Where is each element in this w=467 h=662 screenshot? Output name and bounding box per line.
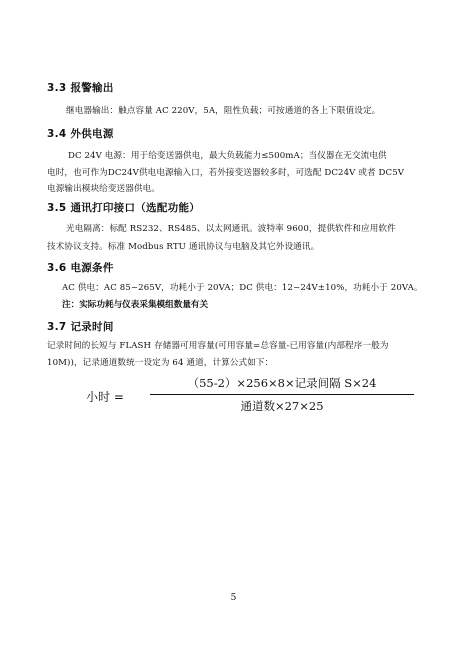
section-heading-3-3: 3.3 报警输出	[47, 82, 114, 94]
power-note: 注：实际功耗与仪表采集模组数量有关	[62, 300, 209, 310]
section-heading-3-4: 3.4 外供电源	[47, 128, 114, 140]
paragraph-line: 电源输出模块给变送器供电。	[47, 184, 161, 194]
paragraph-line: DC 24V 电源：用于给变送器供电，最大负载能力≤500mA；当仪器在无交流电供	[68, 151, 387, 161]
formula-numerator: （55-2）×256×8×记录间隔 S×24	[187, 376, 377, 390]
paragraph-line: 记录时间的长短与 FLASH 存储器可用容量(可用容量=总容量-已用容量(内部程序一般为	[47, 341, 389, 351]
paragraph-line: 光电隔离：标配 RS232、RS485、以太网通讯。波特率 9600，提供软件和应用软件	[66, 224, 396, 234]
section-heading-3-5: 3.5 通讯打印接口（选配功能）	[47, 202, 201, 214]
page-number: 5	[230, 593, 237, 603]
paragraph-line: 电时，也可作为DC24V供电电源输入口，若外接变送器较多时，可选配 DC24V 或者 DC5V	[47, 168, 405, 178]
paragraph-line: 技术协议支持。标准 Modbus RTU 通讯协议与电脑及其它外设通讯。	[47, 242, 320, 252]
fraction-bar	[150, 394, 414, 395]
formula-label: 小时 =	[86, 390, 124, 404]
paragraph-line: 继电器输出：触点容量 AC 220V，5A，阻性负载；可按通道的各上下限值设定。	[66, 106, 381, 116]
section-heading-3-6: 3.6 电源条件	[47, 262, 114, 274]
paragraph-line: AC 供电：AC 85~265V，功耗小于 20VA；DC 供电：12~24V±10%，功耗小于 20VA。	[62, 283, 423, 293]
formula-denominator: 通道数×27×25	[240, 399, 324, 413]
paragraph-line: 10M))，记录通道数统一设定为 64 通道，计算公式如下：	[47, 358, 274, 368]
section-heading-3-7: 3.7 记录时间	[47, 321, 114, 333]
